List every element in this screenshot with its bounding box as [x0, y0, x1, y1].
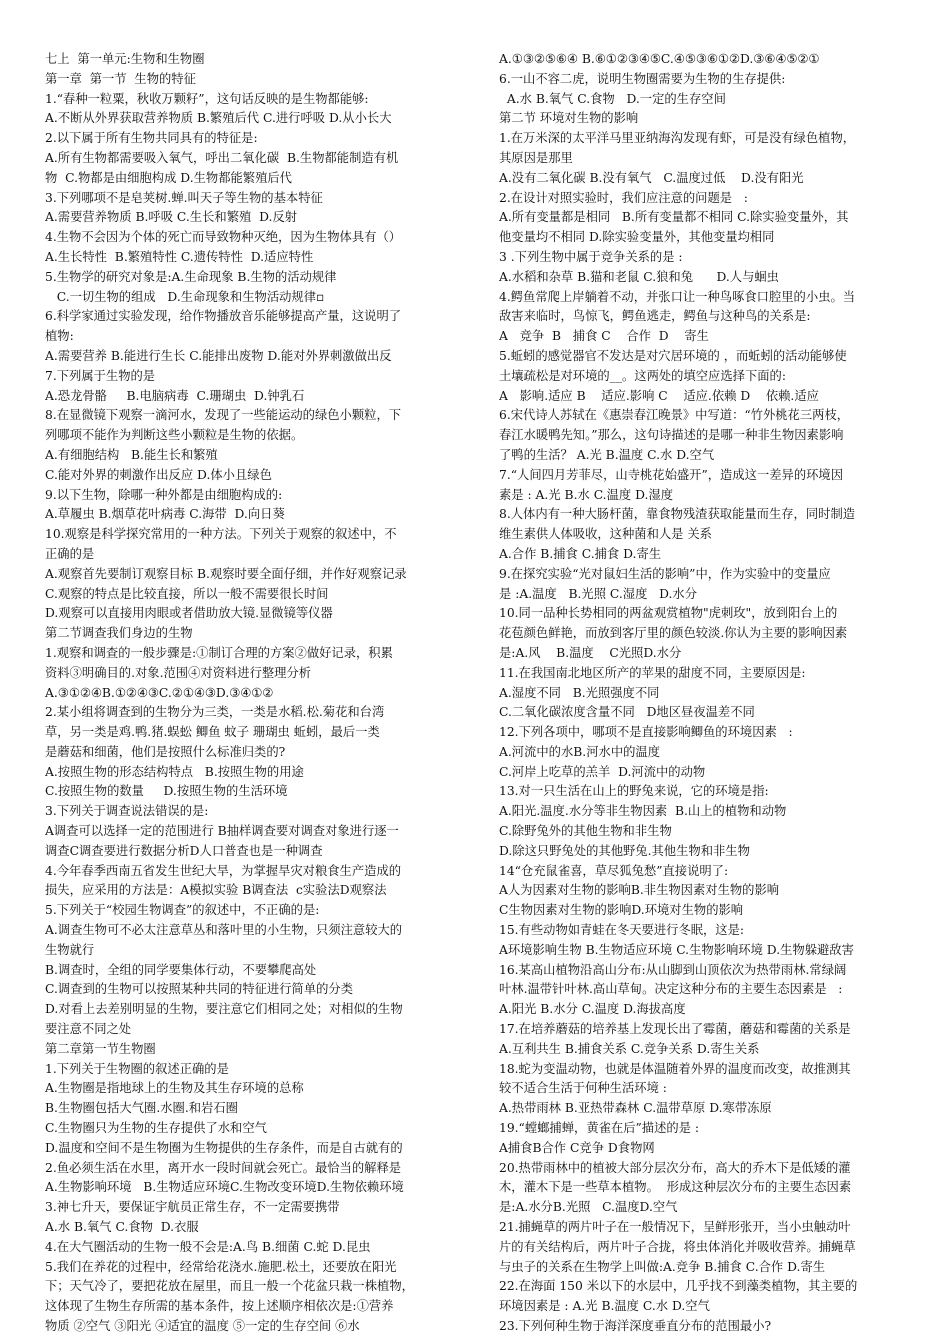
text-line: 是 :A.温度 B.光照 C.湿度 D.水分: [499, 586, 698, 601]
text-line: 6.科学家通过实验发现，给作物播放音乐能够提高产量，这说明了: [45, 309, 402, 324]
text-line: 春江水暖鸭先知。”那么，这句诗描述的是哪一种非生物因素影响: [499, 428, 844, 443]
text-line: C.河岸上吃草的羔羊 D.河流中的动物: [499, 764, 706, 779]
text-line: A 竞争 B 捕食 C 合作 D 寄生: [499, 329, 709, 344]
text-line: A.河流中的水B.河水中的温度: [499, 744, 661, 759]
text-line: 17.在培养蘑菇的培养基上发现长出了霉菌，蘑菇和霉菌的关系是: [499, 1022, 851, 1037]
text-line: 5.蚯蚓的感觉器官不发达是对穴居环境的 ，而蚯蚓的活动能够使: [499, 348, 847, 363]
text-line: 3.下列哪项不是皂荚树.蝉.叫天子等生物的基本特征: [45, 190, 323, 205]
text-line: 与虫子的关系在生物学上叫做:A.竞争 B.捕食 C.合作 D.寄生: [499, 1259, 826, 1274]
text-line: C.观察的特点是比较直接，所以一般不需要很长时间: [45, 586, 329, 601]
text-line: 6.宋代诗人苏轼在《惠崇春江晚景》中写道：“竹外桃花三两枝，: [499, 408, 850, 423]
text-line: D.观察可以直接用肉眼或者借助放大镜.显微镜等仪器: [45, 606, 333, 621]
text-line: 11.在我国南北地区所产的苹果的甜度不同，主要原因是:: [499, 665, 806, 680]
text-line: 第一章 第一节 生物的特征: [45, 71, 196, 86]
text-line: 叶林.温带针叶林.高山草甸。决定这种分布的主要生态因素是 :: [499, 982, 843, 997]
text-line: A.水 B.氧气 C.食物 D.衣服: [45, 1220, 199, 1235]
text-line: 21.捕蝇草的两片叶子在一般情况下，呈鲜形张开，当小虫触动叶: [499, 1220, 851, 1235]
text-line: 物 C.物都是由细胞构成 D.生物都能繁殖后代: [45, 170, 292, 185]
text-line: A.阳光.温度.水分等非生物因素 B.山上的植物和动物: [499, 804, 787, 819]
left-text-column: [45, 50, 477, 1344]
text-line: C生物因素对生物的影响D.环境对生物的影响: [499, 903, 744, 918]
text-line: A.湿度不同 B.光照强度不同: [499, 685, 660, 700]
text-line: 1.“春种一粒粟，秋收万颗籽”，这句话反映的是生物都能够:: [45, 91, 369, 106]
text-line: 土壤疏松是对环境的__。这两处的填空应选择下面的:: [499, 368, 786, 383]
text-line: 5.下列关于“校园生物调查”的叙述中，不正确的是:: [45, 903, 320, 918]
text-line: 18.蛇为变温动物，也就是体温随着外界的温度而改变，故推测其: [499, 1061, 851, 1076]
text-line: 花苞颜色鲜艳，而放到客厅里的颜色较淡.你认为主要的影响因素: [499, 626, 848, 641]
text-line: 15.有些动物如青蛙在冬天要进行冬眠，这是:: [499, 923, 745, 938]
text-line: 22.在海面 150 米以下的水层中，几乎找不到藻类植物，其主要的: [499, 1279, 858, 1294]
text-line: 这体现了生物生存所需的基本条件，按上述顺序相依次是:①营养: [45, 1299, 394, 1314]
text-line: D.对看上去差别明显的生物，要注意它们相同之处；对相似的生物: [45, 1002, 403, 1017]
text-line: 2.在设计对照实验时，我们应注意的问题是 :: [499, 190, 748, 205]
text-line: A.①③②⑤⑥④ B.⑥①②③④⑤C.④⑤③⑥①②D.③⑥④⑤②①: [499, 52, 820, 66]
text-line: 10.同一品种长势相同的两盆观赏植物"虎刺玫"，放到阳台上的: [499, 606, 838, 621]
text-line: A.热带雨林 B.亚热带森林 C.温带草原 D.寒带冻原: [499, 1101, 772, 1116]
text-line: 损失，应采用的方法是：A模拟实验 B调查法 c实验法D观察法: [45, 883, 387, 898]
text-line: A.生长特性 B.繁殖特性 C.遗传特性 D.适应特性: [45, 249, 314, 264]
text-line: 第二节调查我们身边的生物: [45, 626, 193, 641]
text-line: A.不断从外界获取营养物质 B.繁殖后代 C.进行呼吸 D.从小长大: [45, 111, 392, 126]
text-line: 维生素供人体吸收，这种菌和人是 关系: [499, 527, 712, 542]
text-line: 资料③明确目的.对象.范围④对资料进行整理分析: [45, 665, 312, 680]
text-line: D.温度和空间不是生物圈为生物提供的生存条件，而是自古就有的: [45, 1140, 403, 1155]
text-line: B.生物圈包括大气圈.水圈.和岩石圈: [45, 1101, 238, 1116]
text-line: 是:A.水分B.光照 C.温度D.空气: [499, 1200, 678, 1215]
text-line: 3.下列关于调查说法错误的是:: [45, 804, 209, 819]
text-line: 4.今年春季西南五省发生世纪大旱，为掌握旱灾对粮食生产造成的: [45, 863, 402, 878]
text-line: 环境因素是 : A.光 B.温度 C.水 D.空气: [499, 1299, 710, 1314]
text-line: A.合作 B.捕食 C.捕食 D.寄生: [499, 546, 662, 561]
text-line: C.调查到的生物可以按照某种共同的特征进行简单的分类: [45, 982, 354, 997]
text-line: B.调查时，全组的同学要集体行动，不要攀爬高处: [45, 962, 317, 977]
right-text-column: [499, 50, 931, 1344]
text-line: 他变量均不相同 D.除实验变量外，其他变量均相同: [499, 230, 775, 245]
text-line: 4.生物不会因为个体的死亡而导致物种灭绝，因为生物体具有（）: [45, 230, 402, 245]
text-line: 6.一山不容二虎，说明生物圈需要为生物的生存提供:: [499, 71, 786, 86]
text-line: 其原因是那里: [499, 150, 573, 165]
text-line: C.按照生物的数量 D.按照生物的生活环境: [45, 784, 288, 799]
text-line: A.所有生物都需要吸入氧气，呼出二氧化碳 B.生物都能制造有机: [45, 150, 399, 165]
text-line: 10.观察是科学探究常用的一种方法。下列关于观察的叙述中，不: [45, 527, 397, 542]
text-line: A捕食B合作 C竞争 D食物网: [499, 1140, 655, 1155]
text-line: 七上 第一单元:生物和生物圈: [45, 52, 205, 66]
text-line: 植物:: [45, 329, 74, 344]
text-line: D.除这只野兔处的其他野兔.其他生物和非生物: [499, 843, 750, 858]
text-line: 是:A.风 B.温度 C光照D.水分: [499, 645, 682, 660]
text-line: 3 .下列生物中属于竞争关系的是 :: [499, 249, 683, 264]
text-line: A.需要营养 B.能进行生长 C.能排出废物 D.能对外界刺激做出反: [45, 348, 392, 363]
text-line: 物质 ②空气 ③阳光 ④适宜的温度 ⑤一定的生存空间 ⑥水: [45, 1319, 360, 1333]
text-line: 20.热带雨林中的植被大部分层次分布，高大的乔木下是低矮的灌: [499, 1160, 851, 1175]
text-line: C.二氧化碳浓度含量不同 D地区昼夜温差不同: [499, 705, 755, 720]
text-line: 8.在显微镜下观察一滴河水，发现了一些能运动的绿色小颗粒，下: [45, 408, 402, 423]
text-line: 2.鱼必须生活在水里，离开水一段时间就会死亡。最恰当的解释是: [45, 1160, 402, 1175]
text-line: 要注意不同之处: [45, 1022, 132, 1037]
text-line: 素是 : A.光 B.水 C.温度 D.湿度: [499, 487, 674, 502]
text-line: 第二章第一节生物圈: [45, 1041, 156, 1056]
text-line: 1.下列关于生物圈的叙述正确的是: [45, 1061, 229, 1076]
text-line: 4.鳄鱼常爬上岸躺着不动，并张口让一种鸟啄食口腔里的小虫。当: [499, 289, 856, 304]
text-line: 7.“人间四月芳菲尽，山寺桃花始盛开”，造成这一差异的环境因: [499, 467, 844, 482]
text-line: 14“仓充鼠雀喜，草尽狐兔愁”直接说明了:: [499, 863, 729, 878]
text-line: C.生物圈只为生物的生存提供了水和空气: [45, 1121, 267, 1136]
text-line: C.能对外界的刺激作出反应 D.体小且绿色: [45, 467, 272, 482]
text-line: 木，灌木下是一些草本植物。 形成这种层次分布的主要生态因素: [499, 1180, 852, 1195]
text-line: A.水稻和杂草 B.猫和老鼠 C.狼和兔 D.人与蛔虫: [499, 269, 779, 284]
text-line: A.观察首先要制订观察目标 B.观察时要全面仔细，并作好观察记录: [45, 566, 407, 581]
text-line: A.调查生物可不必太注意草丛和落叶里的小生物，只须注意较大的: [45, 923, 403, 938]
text-line: A.有细胞结构 B.能生长和繁殖: [45, 447, 218, 462]
text-line: 16.某高山植物沿高山分布:从山脚到山顶依次为热带雨林.常绿阔: [499, 962, 847, 977]
text-line: 草，另一类是鸡.鸭.猪.蜈蚣 鲫鱼 蚊子 珊瑚虫 蚯蚓，最后一类: [45, 725, 380, 740]
text-line: C.一切生物的组成 D.生命现象和生物活动规律▫: [45, 289, 325, 304]
text-line: A调查可以选择一定的范围进行 B抽样调查要对调查对象进行逐一: [45, 824, 399, 839]
text-line: 5.我们在养花的过程中，经常给花浇水.施肥.松土，还要放在阳光: [45, 1259, 397, 1274]
text-line: A.生物影响环境 B.生物适应环境C.生物改变环境D.生物依赖环境: [45, 1180, 404, 1195]
text-line: A 影响.适应 B 适应.影响 C 适应.依赖 D 依赖.适应: [499, 388, 819, 403]
text-line: 1.在万米深的太平洋马里亚纳海沟发现有虾，可是没有绿色植物，: [499, 131, 856, 146]
text-line: 9.以下生物，除哪一种外都是由细胞构成的:: [45, 487, 283, 502]
text-line: 生物就行: [45, 942, 95, 957]
text-line: A.需要营养物质 B.呼吸 C.生长和繁殖 D.反射: [45, 210, 298, 225]
text-line: 13.对一只生活在山上的野兔来说，它的环境是指:: [499, 784, 769, 799]
text-line: 下；天气冷了，要把花放在屋里，而且一般一个花盆只栽一株植物，: [45, 1279, 414, 1294]
text-line: 敌害来临时，鸟惊飞，鳄鱼逃走，鳄鱼与这种鸟的关系是:: [499, 309, 811, 324]
text-line: 3.神七升天，要保证宇航员正常生存，不一定需要携带: [45, 1200, 340, 1215]
text-line: 5.生物学的研究对象是:A.生命现象 B.生物的活动规律: [45, 269, 337, 284]
text-line: 是蘑菇和细菌，他们是按照什么标准归类的?: [45, 744, 286, 759]
text-line: 23.下列何种生物于海洋深度垂直分布的范围最小?: [499, 1319, 772, 1333]
text-line: 8.人体内有一种大肠杆菌，靠食物残渣获取能量而生存，同时制造: [499, 507, 856, 522]
text-line: 正确的是: [45, 546, 95, 561]
text-line: 调查C调查要进行数据分析D人口普查也是一种调查: [45, 843, 323, 858]
text-line: A环境影响生物 B.生物适应环境 C.生物影响环境 D.生物躲避敌害: [499, 942, 854, 957]
text-line: 1.观察和调查的一般步骤是:①制订合理的方案②做好记录，积累: [45, 645, 393, 660]
text-line: 19.“螳螂捕蝉，黄雀在后”描述的是 :: [499, 1121, 700, 1136]
text-line: A.生物圈是指地球上的生物及其生存环境的总称: [45, 1081, 304, 1096]
text-line: 7.下列属于生物的是: [45, 368, 156, 383]
text-line: A.互利共生 B.捕食关系 C.竞争关系 D.寄生关系: [499, 1041, 760, 1056]
text-line: 列哪项不能作为判断这些小颗粒是生物的依据。: [45, 428, 304, 443]
text-line: A.③①②④B.①②④③C.②①④③D.③④①②: [45, 685, 274, 700]
text-line: 第二节 环境对生物的影响: [499, 111, 639, 126]
text-line: 9.在探究实验“光对鼠妇生活的影响”中，作为实验中的变量应: [499, 566, 831, 581]
text-line: A.所有变量都是相同 B.所有变量都不相同 C.除实验变量外，其: [499, 210, 849, 225]
text-line: C.除野兔外的其他生物和非生物: [499, 824, 672, 839]
text-line: 了鸭的生活？ A.光 B.温度 C.水 D.空气: [499, 447, 715, 462]
text-line: 较不适合生活于何种生活环境 :: [499, 1081, 667, 1096]
text-line: 片的有关结构后，两片叶子合拢，将虫体消化并吸收营养。捕蝇草: [499, 1239, 856, 1254]
text-line: A.水 B.氧气 C.食物 D.一定的生存空间: [499, 91, 726, 106]
text-line: A.草履虫 B.烟草花叶病毒 C.海带 D.向日葵: [45, 507, 285, 522]
text-line: A.没有二氧化碳 B.没有氧气 C.温度过低 D.没有阳光: [499, 170, 804, 185]
text-line: 2.某小组将调查到的生物分为三类，一类是水稻.松.菊花和台湾: [45, 705, 385, 720]
text-line: A.阳光 B.水分 C.温度 D.海拔高度: [499, 1002, 686, 1017]
text-line: 2.以下属于所有生物共同具有的特征是:: [45, 131, 258, 146]
text-line: A.按照生物的形态结构特点 B.按照生物的用途: [45, 764, 304, 779]
text-line: A.恐龙骨骼 B.电脑病毒 C.珊瑚虫 D.钟乳石: [45, 388, 305, 403]
text-line: 4.在大气圈活动的生物一般不会是:A.鸟 B.细菌 C.蛇 D.昆虫: [45, 1239, 371, 1254]
text-line: 12.下列各项中，哪项不是直接影响鲫鱼的环境因素 :: [499, 725, 793, 740]
text-line: A人为因素对生物的影响B.非生物因素对生物的影响: [499, 883, 780, 898]
